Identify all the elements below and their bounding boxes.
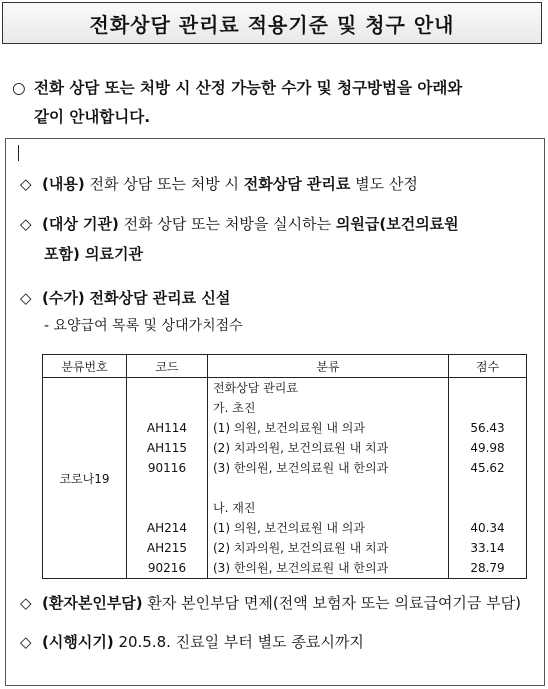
item-strong: 전화상담 관리료: [243, 175, 351, 193]
classification-cell: [208, 378, 449, 579]
item-effective-date: [20, 627, 535, 657]
class-name: (3) 한의원, 보건의료원 내 한의과: [213, 561, 389, 575]
content-box: [5, 138, 545, 686]
code: AH215: [146, 541, 188, 555]
notice-line-2: 같이 안내합니다.: [34, 108, 151, 126]
points: 56.43: [470, 421, 505, 435]
item-text: 20.5.8. 진료일 부터 별도 종료시까지: [113, 633, 364, 651]
item-head: (시행시기): [42, 633, 114, 651]
item-tail: 별도 산정: [350, 175, 418, 193]
page-title: 전화상담 관리료 적용기준 및 청구 안내: [89, 12, 455, 37]
item-head: (내용): [42, 175, 85, 193]
points: 33.14: [470, 541, 505, 555]
code: AH114: [146, 421, 188, 435]
fee-table: [42, 354, 527, 579]
title-banner: [2, 2, 542, 44]
item-target: [20, 209, 535, 269]
item-copay: [20, 588, 535, 618]
item-text: 전화 상담 또는 처방 시: [84, 175, 244, 193]
item-text: 환자 본인부담 면제(전액 보험자 또는 의료급여기금 부담): [142, 594, 522, 612]
points: 45.62: [470, 461, 505, 475]
points: 49.98: [470, 441, 505, 455]
header-cell: 점수: [449, 355, 527, 378]
diamond-bullet: ◇: [20, 215, 32, 233]
item-content: [20, 169, 535, 199]
circle-bullet: ○: [12, 79, 26, 97]
item-text: 전화 상담 또는 처방을 실시하는: [118, 215, 336, 233]
diamond-bullet: ◇: [20, 175, 32, 193]
item-continuation: 포함) 의료기관: [44, 245, 144, 263]
notice: [12, 74, 542, 132]
diamond-bullet: ◇: [20, 594, 32, 612]
group-label: 나. 재진: [213, 501, 256, 515]
points: 40.34: [470, 521, 505, 535]
class-name: (1) 의원, 보건의료원 내 의과: [213, 521, 365, 535]
header-cell: 분류번호: [43, 355, 127, 378]
group-label: 가. 초진: [213, 401, 256, 415]
code: 90216: [147, 561, 187, 575]
code: 90116: [147, 461, 187, 475]
table-header-row: [43, 355, 527, 378]
diamond-bullet: ◇: [20, 633, 32, 651]
code: AH115: [146, 441, 188, 455]
category-cell: 코로나19: [43, 378, 127, 579]
header-cell: 분류: [208, 355, 449, 378]
class-name: (1) 의원, 보건의료원 내 의과: [213, 421, 365, 435]
code-cell: [127, 378, 208, 579]
class-title: 전화상담 관리료: [213, 381, 298, 395]
points: 28.79: [470, 561, 505, 575]
code: AH214: [146, 521, 188, 535]
header-cell: 코드: [127, 355, 208, 378]
class-name: (2) 치과의원, 보건의료원 내 치과: [213, 541, 389, 555]
notice-line-1: 전화 상담 또는 처방 시 산정 가능한 수가 및 청구방법을 아래와: [34, 79, 463, 97]
item-head: (수가): [42, 289, 85, 307]
points-cell: [449, 378, 527, 579]
item-strong: 의원급(보건의료원: [335, 215, 459, 233]
item-strong: 전화상담 관리료 신설: [89, 289, 231, 307]
item-head: (환자본인부담): [42, 594, 143, 612]
class-name: (3) 한의원, 보건의료원 내 한의과: [213, 461, 389, 475]
table-row: [43, 378, 527, 579]
text-cursor: [18, 145, 19, 161]
diamond-bullet: ◇: [20, 289, 32, 307]
item-head: (대상 기관): [42, 215, 119, 233]
item-fee: [20, 283, 535, 313]
class-name: (2) 치과의원, 보건의료원 내 치과: [213, 441, 389, 455]
sub-note: - 요양급여 목록 및 상대가치점수: [44, 318, 243, 334]
